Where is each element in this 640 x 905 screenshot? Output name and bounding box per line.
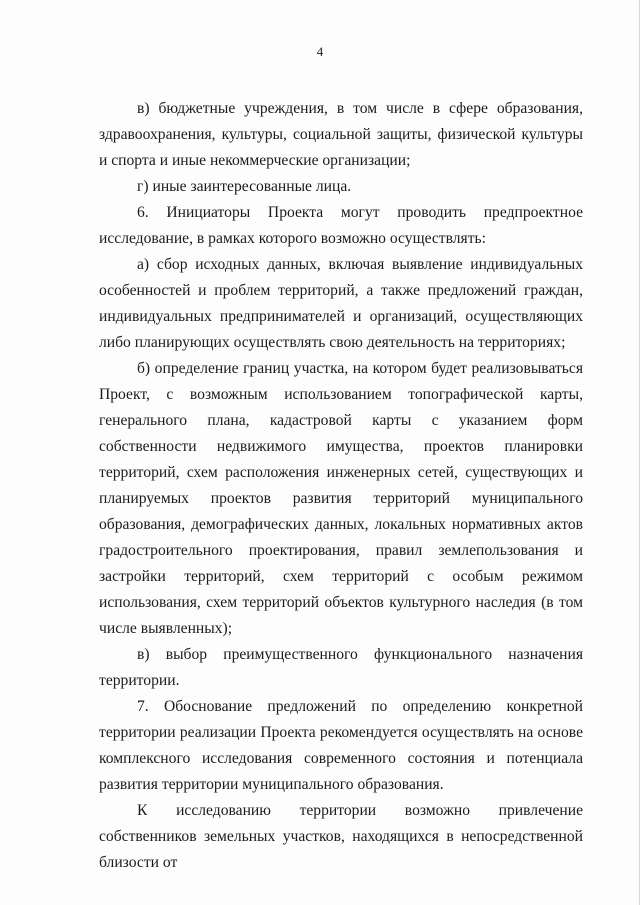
paragraph-clause-6: 6. Инициаторы Проекта могут проводить предпроектное исследование, в рамках которого возможно осуществлять: — [99, 204, 583, 247]
paragraph-item-b-boundary-definition: б) определение границ участка, на котором будет реализовываться Проект, с возможным использованием топографической карты, генерального плана, кадастровой карты с указанием форм собственности недвижимого имущества, проектов планировки территорий, схем расположения инженерных сетей, существующих и планируемых проектов развития территорий муниципального образования, демографических данных, локальных нормативных актов градостроительного проектирования, правил землепользования и застройки территорий, схем территорий с особым режимом использования, схем территорий объектов культурного наследия (в том числе выявленных); — [99, 360, 583, 637]
paragraph-clause-7: 7. Обоснование предложений по определению конкретной территории реализации Проекта рекомендуется осуществлять на основе комплексного исследования современного состояния и потенциала развития территории муниципального образования. — [99, 698, 583, 793]
paragraph-item-g-other-parties: г) иные заинтересованные лица. — [137, 178, 352, 195]
document-body — [99, 96, 583, 876]
paragraph-item-v-functional-purpose: в) выбор преимущественного функционального назначения территории. — [99, 646, 583, 689]
paragraph-item-v-budget-institutions: в) бюджетные учреждения, в том числе в сфере образования, здравоохранения, культуры, социальной защиты, физической культуры и спорта и иные некоммерческие организации; — [99, 100, 583, 169]
paragraph-item-a-data-collection: а) сбор исходных данных, включая выявление индивидуальных особенностей и проблем территорий, а также предложений граждан, индивидуальных предпринимателей и организаций, осуществляющих либо планирующих осуществлять свою деятельность на территориях; — [99, 256, 583, 351]
paragraph-landowners: К исследованию территории возможно привлечение собственников земельных участков, находящихся в непосредственной близости от — [99, 802, 583, 871]
page-number: 4 — [316, 44, 324, 59]
